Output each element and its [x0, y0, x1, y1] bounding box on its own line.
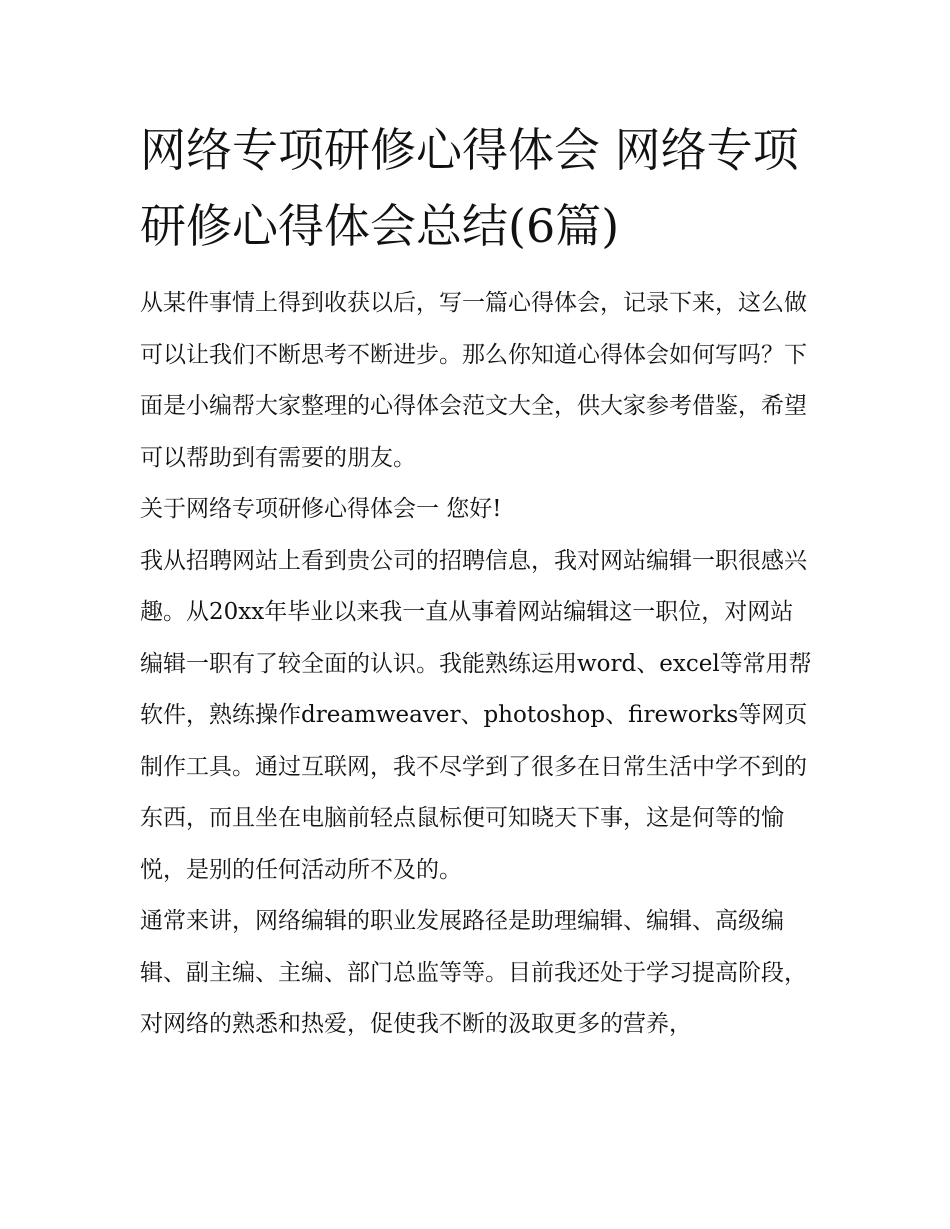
document-page	[140, 112, 812, 1051]
document-title: 网络专项研修心得体会 网络专项研修心得体会总结(6篇)	[140, 123, 799, 253]
document-body	[140, 278, 812, 1051]
paragraph-experience: 我从招聘网站上看到贵公司的招聘信息，我对网站编辑一职很感兴趣。从20xx年毕业以来我一直从事着网站编辑这一职位，对网站编辑一职有了较全面的认识。我能熟练运用word、excel等常用帮软件，熟练操作dreamweaver、photoshop、fireworks等网页制作工具。通过互联网，我不尽学到了很多在日常生活中学不到的东西，而且坐在电脑前轻点鼠标便可知晓天下事，这是何等的愉悦，是别的任何活动所不及的。	[140, 547, 812, 883]
paragraph-greeting: 关于网络专项研修心得体会一 您好!	[140, 496, 502, 522]
paragraph-career-path: 通常来讲，网络编辑的职业发展路径是助理编辑、编辑、高级编辑、副主编、主编、部门总监等等。目前我还处于学习提高阶段，对网络的熟悉和热爱，促使我不断的汲取更多的营养，	[140, 908, 807, 1037]
paragraph-intro: 从某件事情上得到收获以后，写一篇心得体会，记录下来，这么做可以让我们不断思考不断进步。那么你知道心得体会如何写吗？下面是小编帮大家整理的心得体会范文大全，供大家参考借鉴，希望可以帮助到有需要的朋友。	[140, 290, 807, 471]
